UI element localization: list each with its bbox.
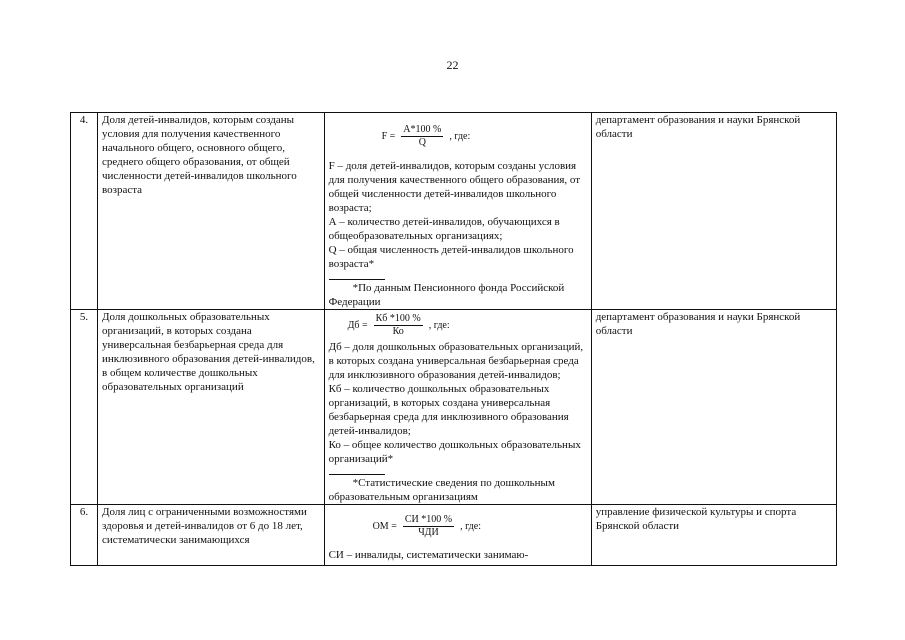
formula-denominator: ЧДИ xyxy=(418,527,439,538)
indicator-name: Доля лиц с ограниченными возможностями здоровья и детей-инвалидов от 6 до 18 лет, систематически занимающихся xyxy=(98,505,325,566)
responsible-body: управление физической культуры и спорта Брянской области xyxy=(591,505,836,566)
footnote-rule xyxy=(329,474,385,475)
definition: Кб – количество дошкольных образовательных организаций, в которых создана универсальная безбарьерная среда для инклюзивного образования детей-инвалидов; xyxy=(328,383,569,437)
formula xyxy=(329,514,587,539)
responsible-body: департамент образования и науки Брянской области xyxy=(591,310,836,505)
footnote: *По данным Пенсионного фонда Российской Федерации xyxy=(328,282,565,308)
calculation-method xyxy=(324,113,591,310)
footnote-rule xyxy=(329,279,385,280)
formula-suffix: , где: xyxy=(449,130,471,142)
formula-numerator: А*100 % xyxy=(403,124,442,135)
calculation-method xyxy=(324,310,591,505)
formula-suffix: , где: xyxy=(428,319,450,331)
definition: А – количество детей-инвалидов, обучающихся в общеобразовательных организациях; xyxy=(328,216,560,242)
row-number: 4. xyxy=(71,113,98,310)
table-row xyxy=(71,505,837,566)
page-number: 22 xyxy=(446,58,459,72)
definition: СИ – инвалиды, систематически занимаю- xyxy=(328,549,529,561)
definition: Ко – общее количество дошкольных образовательных организаций* xyxy=(328,439,581,465)
row-number: 5. xyxy=(71,310,98,505)
definition: Дб – доля дошкольных образовательных организаций, в которых создана универсальная безбарьерная среда для инклюзивного образования детей-инвалидов; xyxy=(328,341,584,381)
definition: Q – общая численность детей-инвалидов школьного возраста* xyxy=(328,244,574,270)
table-row xyxy=(71,310,837,505)
formula-numerator: СИ *100 % xyxy=(404,514,453,525)
footnote: *Статистические сведения по дошкольным образовательным организациям xyxy=(328,477,555,503)
formula-denominator: Ко xyxy=(392,326,404,337)
formula xyxy=(329,313,587,338)
indicator-name: Доля детей-инвалидов, которым созданы условия для получения качественного начального общего, основного общего, среднего общего образования, от общей численности детей-инвалидов школьного возраста xyxy=(98,113,325,310)
formula-lhs: ОМ = xyxy=(372,520,397,532)
formula-lhs: Дб = xyxy=(347,319,368,331)
calculation-method xyxy=(324,505,591,566)
formula-lhs: F = xyxy=(381,130,396,142)
row-number: 6. xyxy=(71,505,98,566)
formula-denominator: Q xyxy=(418,137,426,148)
formula-numerator: Кб *100 % xyxy=(375,313,421,324)
definition: F – доля детей-инвалидов, которым созданы условия для получения качественного общего образования, от общей численности детей-инвалидов школьного возраста; xyxy=(328,160,581,214)
indicator-name: Доля дошкольных образовательных организаций, в которых создана универсальная безбарьерная среда для инклюзивного образования детей-инвалидов, в общем количестве дошкольных образовательных организаций xyxy=(98,310,325,505)
indicators-table xyxy=(70,112,837,566)
formula-fraction xyxy=(403,514,454,539)
responsible-body: департамент образования и науки Брянской области xyxy=(591,113,836,310)
formula-suffix: , где: xyxy=(460,520,481,532)
formula-fraction xyxy=(401,124,443,149)
formula-fraction xyxy=(374,313,423,338)
formula xyxy=(329,124,587,149)
table-row xyxy=(71,113,837,310)
